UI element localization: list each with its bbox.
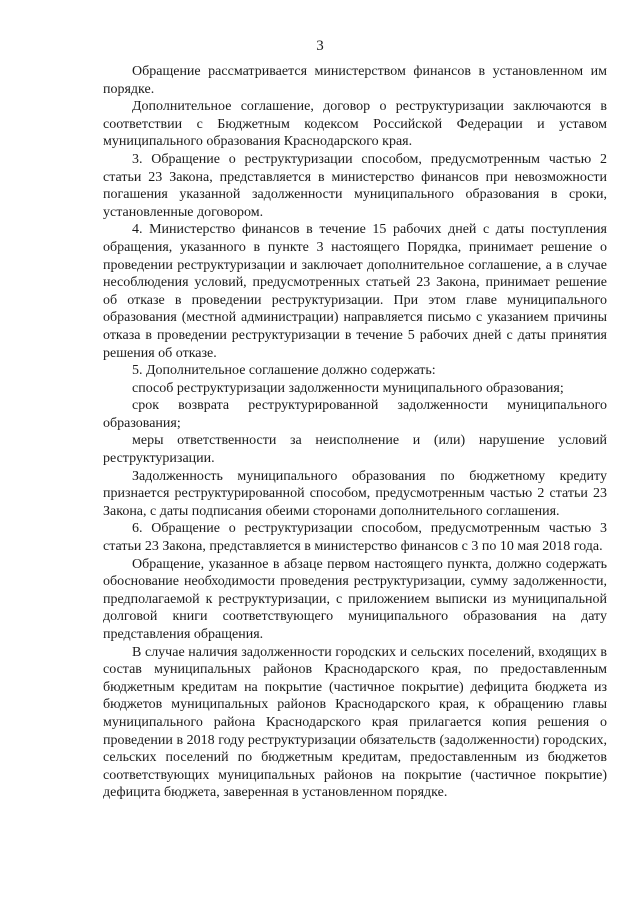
paragraph: 6. Обращение о реструктуризации способом, предусмотренным частью 3 статьи 23 Закона, представляется в министерство финансов с 3 по 10 мая 2018 года. xyxy=(103,521,607,555)
paragraph: меры ответственности за неисполнение и (или) нарушение условий реструктуризации. xyxy=(103,433,607,467)
paragraph: В случае наличия задолженности городских и сельских поселений, входящих в состав муниципальных районов Краснодарского края, по предоставленным бюджетным кредитам на покрытие (частичное покрытие) дефицита бюджета из бюджетов муниципальных районов Краснодарского края, к обращению главы муниципального района Краснодарского края прилагается копия решения о проведении в 2018 году реструктуризации обязательств (задолженности) городских, сельских поселений по бюджетным кредитам, предоставленным из бюджетов соответствующих муниципальных районов на покрытие (частичное покрытие) дефицита бюджета, заверенная в установленном порядке. xyxy=(103,644,607,801)
paragraph: способ реструктуризации задолженности муниципального образования; xyxy=(132,380,564,396)
paragraph: Дополнительное соглашение, договор о реструктуризации заключаются в соответствии с Бюджетным кодексом Российской Федерации и уставом муниципального образования Краснодарского края. xyxy=(103,99,607,150)
paragraph: 3. Обращение о реструктуризации способом, предусмотренным частью 2 статьи 23 Закона, представляется в министерство финансов при невозможности погашения указанной задолженности муниципального образования в сроки, установленные договором. xyxy=(103,151,607,220)
page-number: 3 xyxy=(316,38,324,54)
paragraph: Обращение, указанное в абзаце первом настоящего пункта, должно содержать обоснование необходимости проведения реструктуризации, сумму задолженности, предполагаемой к реструктуризации, с приложением выписки из муниципальной долговой книги соответствующего муниципального образования на дату представления обращения. xyxy=(103,556,607,642)
paragraph: срок возврата реструктурированной задолженности муниципального образования; xyxy=(103,398,607,431)
paragraph: Задолженность муниципального образования по бюджетному кредиту признается реструктурированной способом, предусмотренным частью 2 статьи 23 Закона, с даты подписания обеими сторонами дополнительного соглашения. xyxy=(103,468,607,519)
document-body xyxy=(103,63,607,802)
paragraph: 5. Дополнительное соглашение должно содержать: xyxy=(132,363,436,379)
paragraph: 4. Министерство финансов в течение 15 рабочих дней с даты поступления обращения, указанного в пункте 3 настоящего Порядка, принимает решение о проведении реструктуризации и заключает дополнительное соглашение, а в случае несоблюдения условий, предусмотренных статьей 23 Закона, принимает решение об отказе в проведении реструктуризации. При этом главе муниципального образования (местной администрации) направляется письмо с указанием причины отказа в проведении реструктуризации в течение 5 рабочих дней с даты принятия решения об отказе. xyxy=(103,222,607,361)
paragraph: Обращение рассматривается министерством финансов в установленном им порядке. xyxy=(103,64,607,97)
